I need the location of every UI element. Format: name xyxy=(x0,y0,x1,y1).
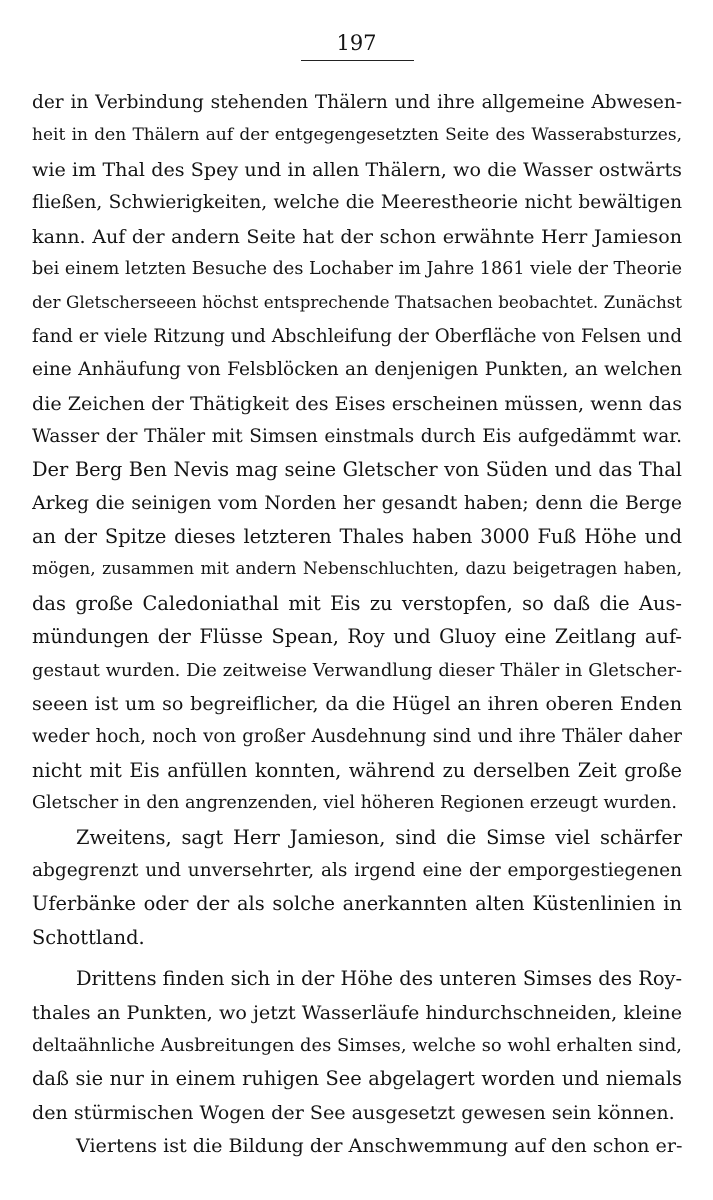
text-line: weder hoch, noch von großer Ausdehnung sind und ihre Thäler daher xyxy=(32,726,682,748)
text-line: Gletscher in den angrenzenden, viel höheren Regionen erzeugt wurden. xyxy=(32,793,677,814)
text-line: Schottland. xyxy=(32,925,145,949)
text-line: Viertens ist die Bildung der Anschwemmung auf den schon er- xyxy=(76,1134,682,1158)
text-line: heit in den Thälern auf der entgegengesetzten Seite des Wasserabsturzes, xyxy=(32,125,682,146)
text-line: Arkeg die seinigen vom Norden her gesandt haben; denn die Berge xyxy=(32,492,682,514)
text-line: Zweitens, sagt Herr Jamieson, sind die Simse viel schärfer xyxy=(76,825,682,849)
text-line: fließen, Schwierigkeiten, welche die Meerestheorie nicht bewältigen xyxy=(32,192,682,214)
text-line: deltaähnliche Ausbreitungen des Simses, welche so wohl erhalten sind, xyxy=(32,1034,682,1056)
header-rule xyxy=(301,60,414,61)
text-line: der Gletscherseeen höchst entsprechende Thatsachen beobachtet. Zunächst xyxy=(32,292,682,313)
text-line: an der Spitze dieses letzteren Thales haben 3000 Fuß Höhe und xyxy=(32,525,682,549)
text-line: Uferbänke oder der als solche anerkannten alten Küstenlinien in xyxy=(32,892,682,916)
text-line: Wasser der Thäler mit Simsen einstmals durch Eis aufgedämmt war. xyxy=(32,425,682,447)
text-line: eine Anhäufung von Felsblöcken an denjenigen Punkten, an welchen xyxy=(32,359,682,381)
text-line: der in Verbindung stehenden Thälern und ihre allgemeine Abwesen- xyxy=(32,92,682,113)
paragraph-3 xyxy=(32,962,682,1129)
paragraph-4 xyxy=(32,1129,682,1162)
paragraph-2 xyxy=(32,821,682,955)
text-line: fand er viele Ritzung und Abschleifung der Oberfläche von Felsen und xyxy=(32,325,682,347)
text-line: bei einem letzten Besuche des Lochaber im Jahre 1861 viele der Theorie xyxy=(32,258,682,279)
body-text xyxy=(32,86,682,1163)
paragraph-1 xyxy=(32,86,682,821)
text-line: die Zeichen der Thätigkeit des Eises erscheinen müssen, wenn das xyxy=(32,391,682,415)
text-line: wie im Thal des Spey und in allen Thälern, wo die Wasser ostwärts xyxy=(32,157,682,181)
text-line: kann. Auf der andern Seite hat der schon erwähnte Herr Jamieson xyxy=(32,224,682,248)
text-line: thales an Punkten, wo jetzt Wasserläufe hindurchschneiden, kleine xyxy=(32,1000,682,1024)
page-number: 197 xyxy=(336,31,377,55)
paragraph-spacer xyxy=(32,954,682,962)
text-line: gestaut wurden. Die zeitweise Verwandlung dieser Thäler in Gletscher- xyxy=(32,659,682,681)
text-line: abgegrenzt und unversehrter, als irgend eine der emporgestiegenen xyxy=(32,859,682,881)
text-line: den stürmischen Wogen der See ausgesetzt gewesen sein können. xyxy=(32,1100,675,1124)
text-line: mögen, zusammen mit andern Nebenschluchten, dazu beigetragen haben, xyxy=(32,559,682,580)
text-line: nicht mit Eis anfüllen konnten, während zu derselben Zeit große xyxy=(32,758,682,782)
text-line: daß sie nur in einem ruhigen See abgelagert worden und niemals xyxy=(32,1067,682,1091)
text-line: seeen ist um so begreiflicher, da die Hügel an ihren oberen Enden xyxy=(32,692,682,716)
text-line: Drittens finden sich in der Höhe des unteren Simses des Roy- xyxy=(76,967,682,991)
text-line: mündungen der Flüsse Spean, Roy und Gluoy eine Zeitlang auf- xyxy=(32,625,682,649)
text-line: das große Caledoniathal mit Eis zu verstopfen, so daß die Aus- xyxy=(32,591,682,615)
text-line: Der Berg Ben Nevis mag seine Gletscher von Süden und das Thal xyxy=(32,458,682,482)
